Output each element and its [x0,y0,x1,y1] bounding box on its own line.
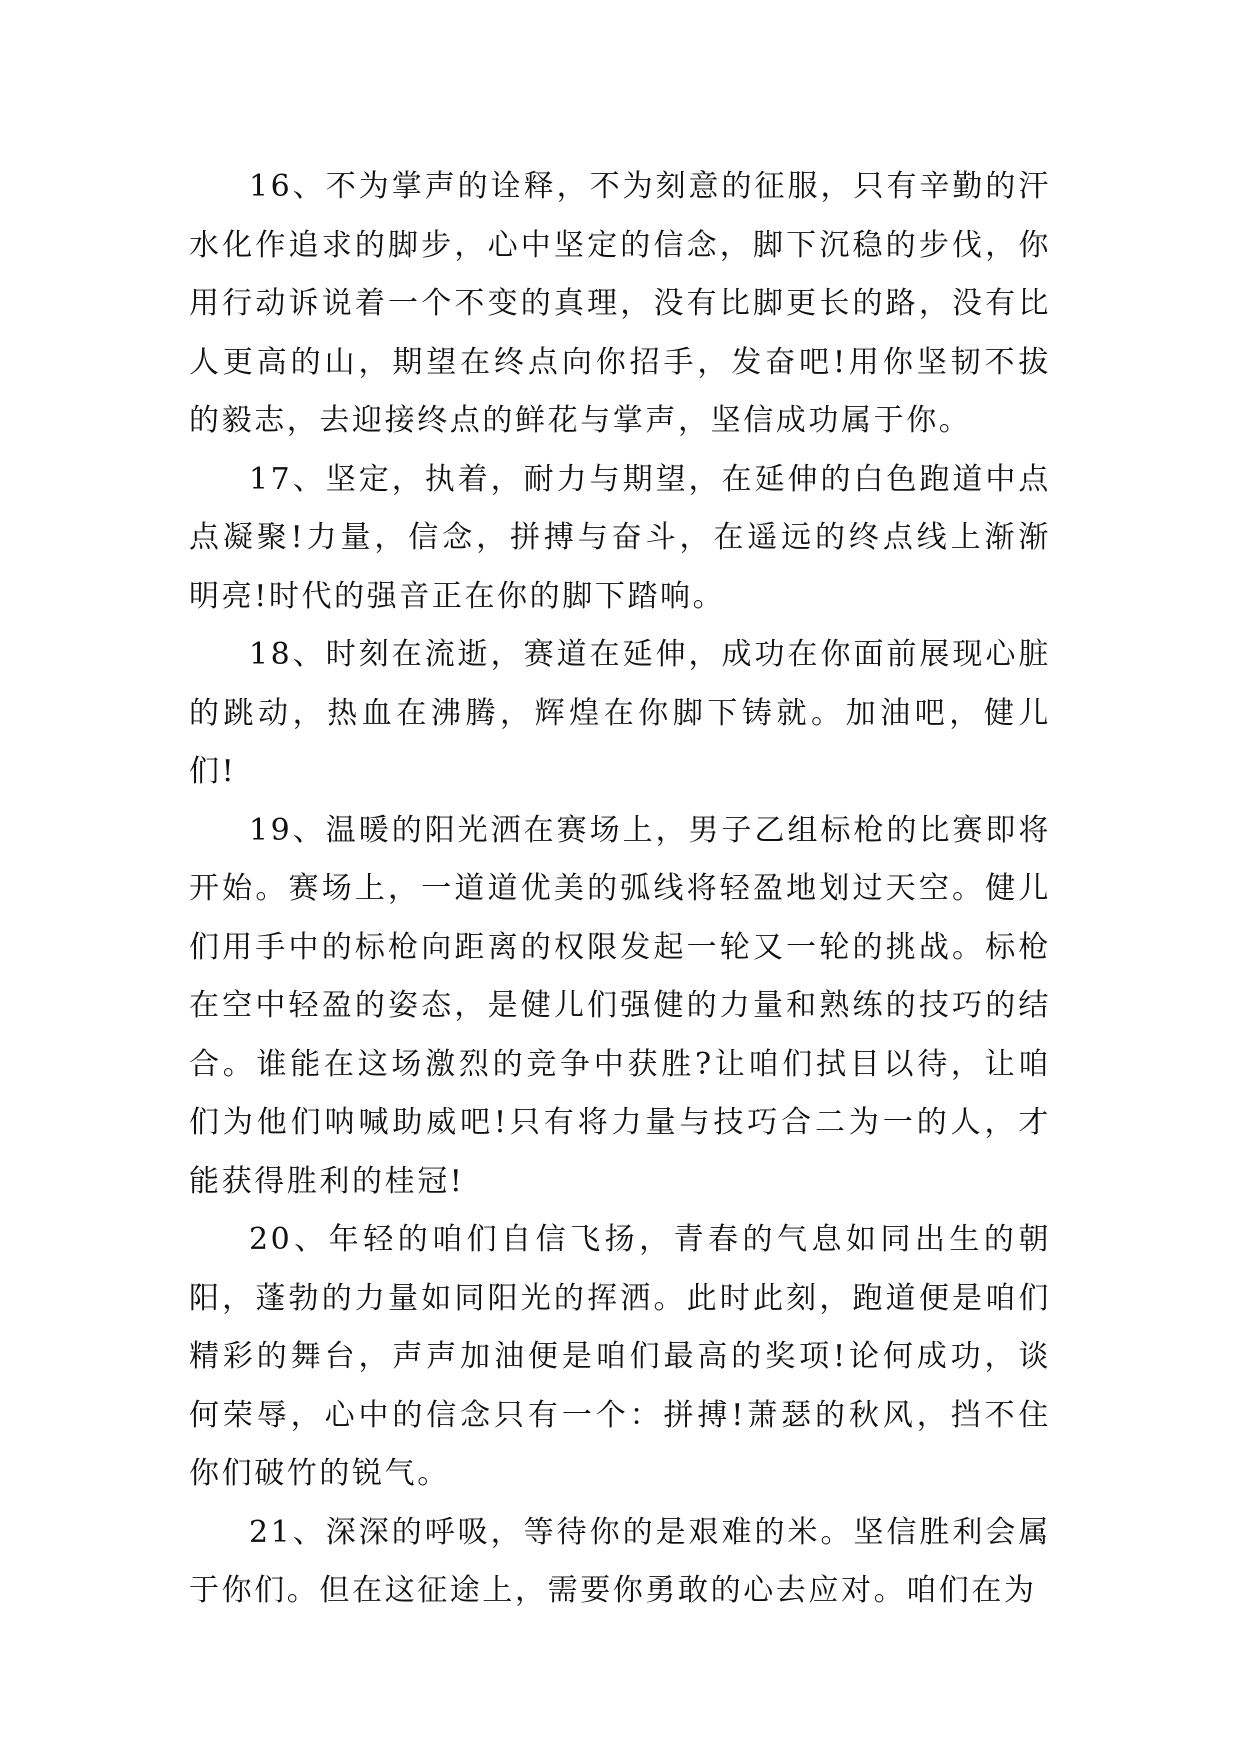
paragraph-21: 21、深深的呼吸，等待你的是艰难的米。坚信胜利会属于你们。但在这征途上，需要你勇敢的心去应对。咱们在为 [189,1514,1051,1608]
paragraph-17: 17、坚定，执着，耐力与期望，在延伸的白色跑道中点点凝聚!力量，信念，拼搏与奋斗，在遥远的终点线上渐渐明亮!时代的强音正在你的脚下踏响。 [189,461,1051,614]
paragraph-18: 18、时刻在流逝，赛道在延伸，成功在你面前展现心脏的跳动，热血在沸腾，辉煌在你脚下铸就。加油吧，健儿们! [189,637,1051,789]
paragraph-19: 19、温暖的阳光洒在赛场上，男子乙组标枪的比赛即将开始。赛场上，一道道优美的弧线将轻盈地划过天空。健儿们用手中的标枪向距离的权限发起一轮又一轮的挑战。标枪在空中轻盈的姿态，是健儿们强健的力量和熟练的技巧的结合。谁能在这场激烈的竞争中获胜?让咱们拭目以待，让咱们为他们呐喊助威吧!只有将力量与技巧合二为一的人，才能获得胜利的桂冠! [189,812,1051,1199]
paragraph-20: 20、年轻的咱们自信飞扬，青春的气息如同出生的朝阳，蓬勃的力量如同阳光的挥洒。此时此刻，跑道便是咱们精彩的舞台，声声加油便是咱们最高的奖项!论何成功，谈何荣辱，心中的信念只有一个：拼搏!萧瑟的秋风，挡不住你们破竹的锐气。 [189,1222,1051,1491]
paragraph-16: 16、不为掌声的诠释，不为刻意的征服，只有辛勤的汗水化作追求的脚步，心中坚定的信念，脚下沉稳的步伐，你用行动诉说着一个不变的真理，没有比脚更长的路，没有比人更高的山，期望在终点向你招手，发奋吧!用你坚韧不拔的毅志，去迎接终点的鲜花与掌声，坚信成功属于你。 [189,169,1051,438]
document-body [189,158,1051,1621]
